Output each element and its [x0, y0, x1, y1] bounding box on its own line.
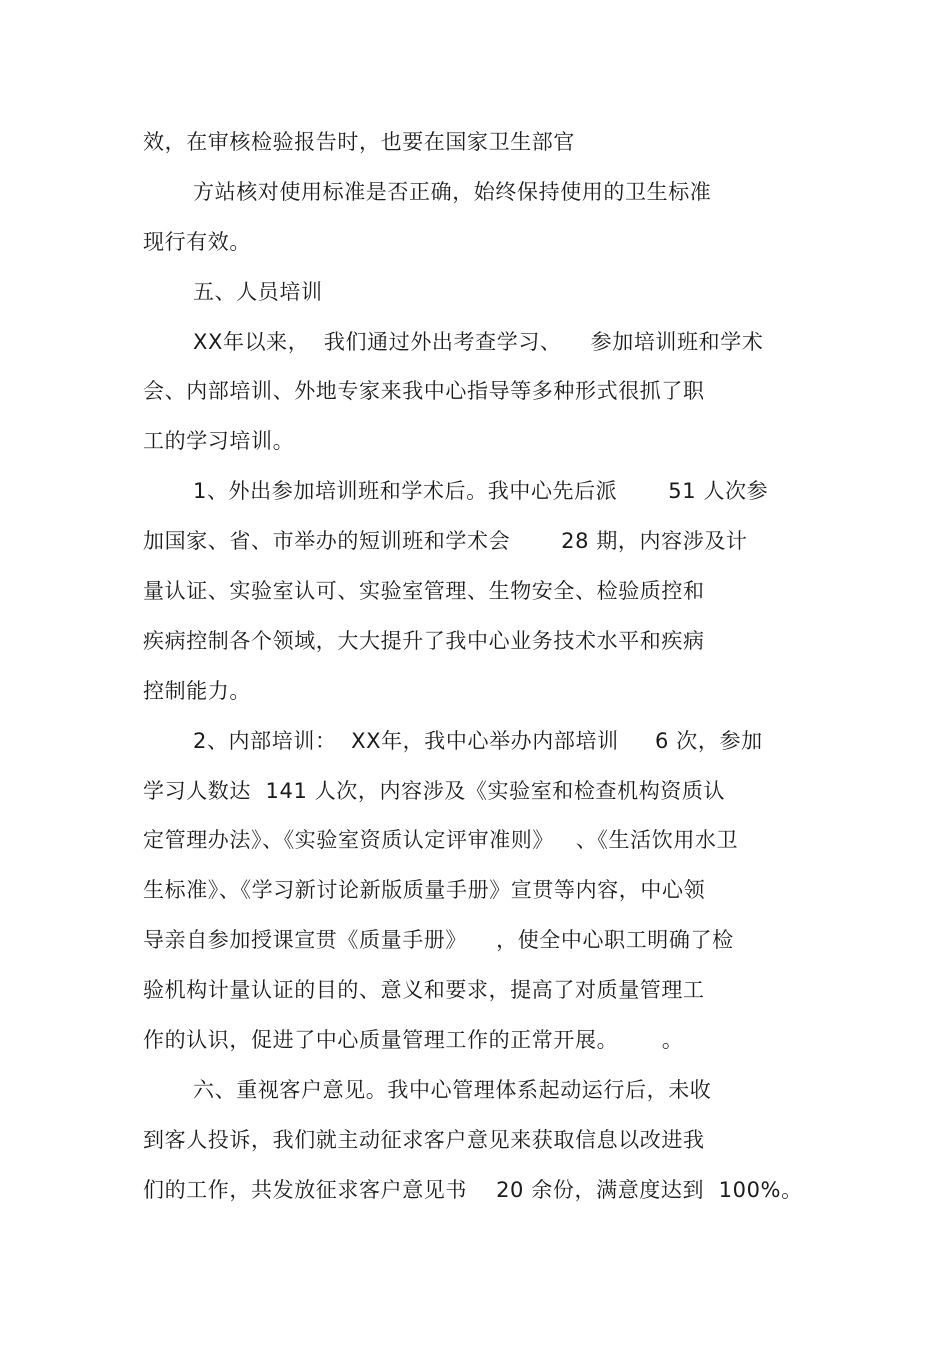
text-line: 验机构计量认证的目的、意义和要求，提高了对质量管理工	[143, 978, 705, 1002]
text-line: 作的认识，促进了中心质量管理工作的正常开展。 。	[143, 1028, 684, 1052]
text-line: 生标准》、《学习新讨论新版质量手册》宣贯等内容，中心领	[143, 878, 706, 902]
text-line: 导亲自参加授课宣贯《质量手册》 ，使全中心职工明确了检	[143, 928, 734, 952]
section-heading: 六、重视客户意见。我中心管理体系起动运行后，未收	[193, 1078, 712, 1102]
section-heading: 五、人员培训	[193, 280, 323, 304]
text-line: 疾病控制各个领域，大大提升了我中心业务技术水平和疾病	[143, 629, 705, 653]
text-line: XX年以来， 我们通过外出考查学习、 参加培训班和学术	[193, 330, 764, 354]
text-line: 定管理办法》、《实验室资质认定评审准则》 、《生活饮用水卫	[143, 828, 739, 852]
text-line: 2、内部培训： XX年，我中心举办内部培训 6 次，参加	[193, 729, 763, 753]
text-line: 现行有效。	[143, 230, 251, 254]
text-line: 们的工作，共发放征求客户意见书 20 余份，满意度达到 100%。	[143, 1178, 803, 1202]
text-line: 加国家、省、市举办的短训班和学术会 28 期，内容涉及计	[143, 529, 748, 553]
text-line: 工的学习培训。	[143, 429, 295, 453]
text-line: 会、内部培训、外地专家来我中心指导等多种形式很抓了职	[143, 379, 705, 403]
text-line: 效，在审核检验报告时，也要在国家卫生部官	[143, 130, 575, 154]
text-line: 到客人投诉，我们就主动征求客户意见来获取信息以改进我	[143, 1128, 705, 1152]
text-line: 学习人数达 141 人次，内容涉及《实验室和检查机构资质认	[143, 779, 726, 803]
text-line: 方站核对使用标准是否正确，始终保持使用的卫生标准	[193, 180, 712, 204]
text-line: 控制能力。	[143, 679, 251, 703]
text-line: 量认证、实验室认可、实验室管理、生物安全、检验质控和	[143, 579, 705, 603]
text-line: 1、外出参加培训班和学术后。我中心先后派 51 人次参	[193, 479, 769, 503]
